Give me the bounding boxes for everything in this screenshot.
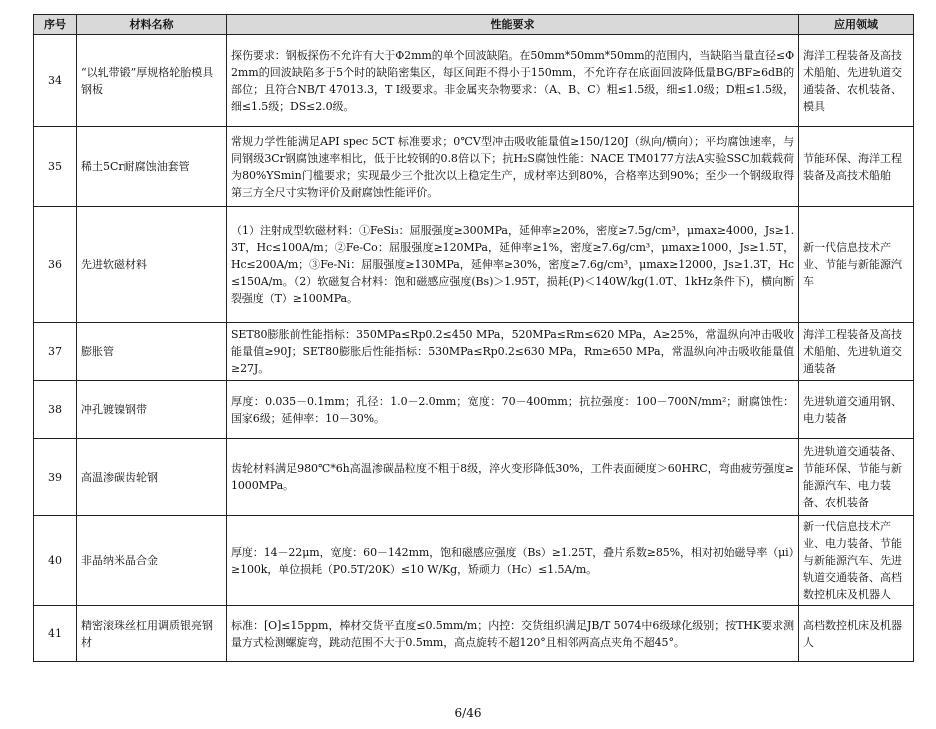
table-row	[34, 516, 914, 606]
table-row	[34, 207, 914, 323]
row-app: 先进轨道交通用钢、电力装备	[799, 381, 914, 439]
row-app: 海洋工程装备及高技术船舶、先进轨道交通装备	[799, 323, 914, 381]
row-req: SET80膨胀前性能指标：350MPa≤Rp0.2≤450 MPa，520MPa≤Rm≤620 MPa，A≥25%，常温纵向冲击吸收能量值≥90J；SET80膨胀后性能指标：530MPa≤Rp0.2≤630 MPa，Rm≥650 MPa，常温纵向冲击吸收能量值≥27J。	[227, 323, 799, 381]
row-num: 34	[34, 35, 77, 127]
header-num: 序号	[34, 15, 77, 35]
row-num: 36	[34, 207, 77, 323]
row-req: 常规力学性能满足API spec 5CT 标准要求；0℃V型冲击吸收能量值≥150/120J（纵向/横向）；平均腐蚀速率，与同钢级3Cr钢腐蚀速率相比，低于比较钢的0.8倍以下；抗H₂S腐蚀性能：NACE TM0177方法A实验SSC加载载荷为80%YSmin门槛要求；实现最少三个批次以上稳定生产，成材率达到80%，合格率达到90%；至少一个钢级取得第三方全尺寸实物评价及耐腐蚀性能评价。	[227, 127, 799, 207]
table-row	[34, 439, 914, 516]
row-req: （1）注射成型软磁材料：①FeSi₃：屈服强度≥300MPa，延伸率≥20%，密度≥7.5g/cm³，μmax≥4000，Js≥1.3T，Hc≤100A/m；②Fe-Co：屈服强度≥120MPa，延伸率≥1%，密度≥7.6g/cm³，μmax≥1000，Js≥1.5T，Hc≤200A/m；③Fe-Ni：屈服强度≥130MPa，延伸率≥30%，密度≥7.6g/cm³，μmax≥12000，Js≥1.3T，Hc≤150A/m。（2）软磁复合材料：饱和磁感应强度(Bs)＞1.95T，损耗(P)＜140W/kg(1.0T、1kHz条件下)，横向断裂强度（T）≥100MPa。	[227, 207, 799, 323]
table-row	[34, 323, 914, 381]
row-app: 新一代信息技术产业、电力装备、节能与新能源汽车、先进轨道交通装备、高档数控机床及机器人	[799, 516, 914, 606]
row-name: 先进软磁材料	[77, 207, 227, 323]
table-row	[34, 35, 914, 127]
row-name: 精密滚珠丝杠用调质银亮钢材	[77, 606, 227, 662]
header-req: 性能要求	[227, 15, 799, 35]
header-row	[34, 15, 914, 35]
header-name: 材料名称	[77, 15, 227, 35]
row-app: 节能环保、海洋工程装备及高技术船舶	[799, 127, 914, 207]
row-app: 海洋工程装备及高技术船舶、先进轨道交通装备、农机装备、模具	[799, 35, 914, 127]
row-req: 标准：[O]≤15ppm，棒材交货平直度≤0.5mm/m；内控：交货组织满足JB/T 5074中6级球化级别；按THK要求测量方式检测螺旋弯，跳动范围不大于0.5mm，高点旋转不超120°且相邻两高点夹角不超45°。	[227, 606, 799, 662]
row-app: 新一代信息技术产业、节能与新能源汽车	[799, 207, 914, 323]
row-name: “以轧带锻”厚规格轮胎模具钢板	[77, 35, 227, 127]
row-name: 非晶纳米晶合金	[77, 516, 227, 606]
table-row	[34, 606, 914, 662]
header-app: 应用领域	[799, 15, 914, 35]
row-num: 41	[34, 606, 77, 662]
row-req: 厚度：14－22μm，宽度：60－142mm，饱和磁感应强度（Bs）≥1.25T，叠片系数≥85%，相对初始磁导率（μi）≥100k，单位损耗（P0.5T/20K）≤10 W/Kg，矫顽力（Hc）≤1.5A/m。	[227, 516, 799, 606]
row-num: 35	[34, 127, 77, 207]
row-num: 37	[34, 323, 77, 381]
row-name: 冲孔镀镍钢带	[77, 381, 227, 439]
row-app: 高档数控机床及机器人	[799, 606, 914, 662]
spec-table	[33, 14, 914, 662]
row-req: 齿轮材料满足980℃*6h高温渗碳晶粒度不粗于8级，淬火变形降低30%，工件表面硬度＞60HRC，弯曲疲劳强度≥1000MPa。	[227, 439, 799, 516]
table-row	[34, 127, 914, 207]
row-num: 38	[34, 381, 77, 439]
row-req: 探伤要求：钢板探伤不允许有大于Φ2mm的单个回波缺陷。在50mm*50mm*50mm的范围内，当缺陷当量直径≤Φ2mm的回波缺陷多于5个时的缺陷密集区，每区间距不得小于150mm，不允许存在底面回波降低量BG/BF≥6dB的部位；且符合NB/T 47013.3，T I级要求。非金属夹杂物要求：（A、B、C）粗≤1.5级，细≤1.0级；D粗≤1.5级，细≤1.5级；DS≤2.0级。	[227, 35, 799, 127]
row-app: 先进轨道交通装备、节能环保、节能与新能源汽车、电力装备、农机装备	[799, 439, 914, 516]
row-num: 39	[34, 439, 77, 516]
row-name: 高温渗碳齿轮钢	[77, 439, 227, 516]
row-name: 膨胀管	[77, 323, 227, 381]
row-req: 厚度：0.035－0.1mm；孔径：1.0－2.0mm；宽度：70－400mm；抗拉强度：100－700N/mm²；耐腐蚀性：国家6级；延伸率：10－30%。	[227, 381, 799, 439]
page-number: 6/46	[454, 706, 482, 720]
row-num: 40	[34, 516, 77, 606]
row-name: 稀土5Cr耐腐蚀油套管	[77, 127, 227, 207]
table-row	[34, 381, 914, 439]
